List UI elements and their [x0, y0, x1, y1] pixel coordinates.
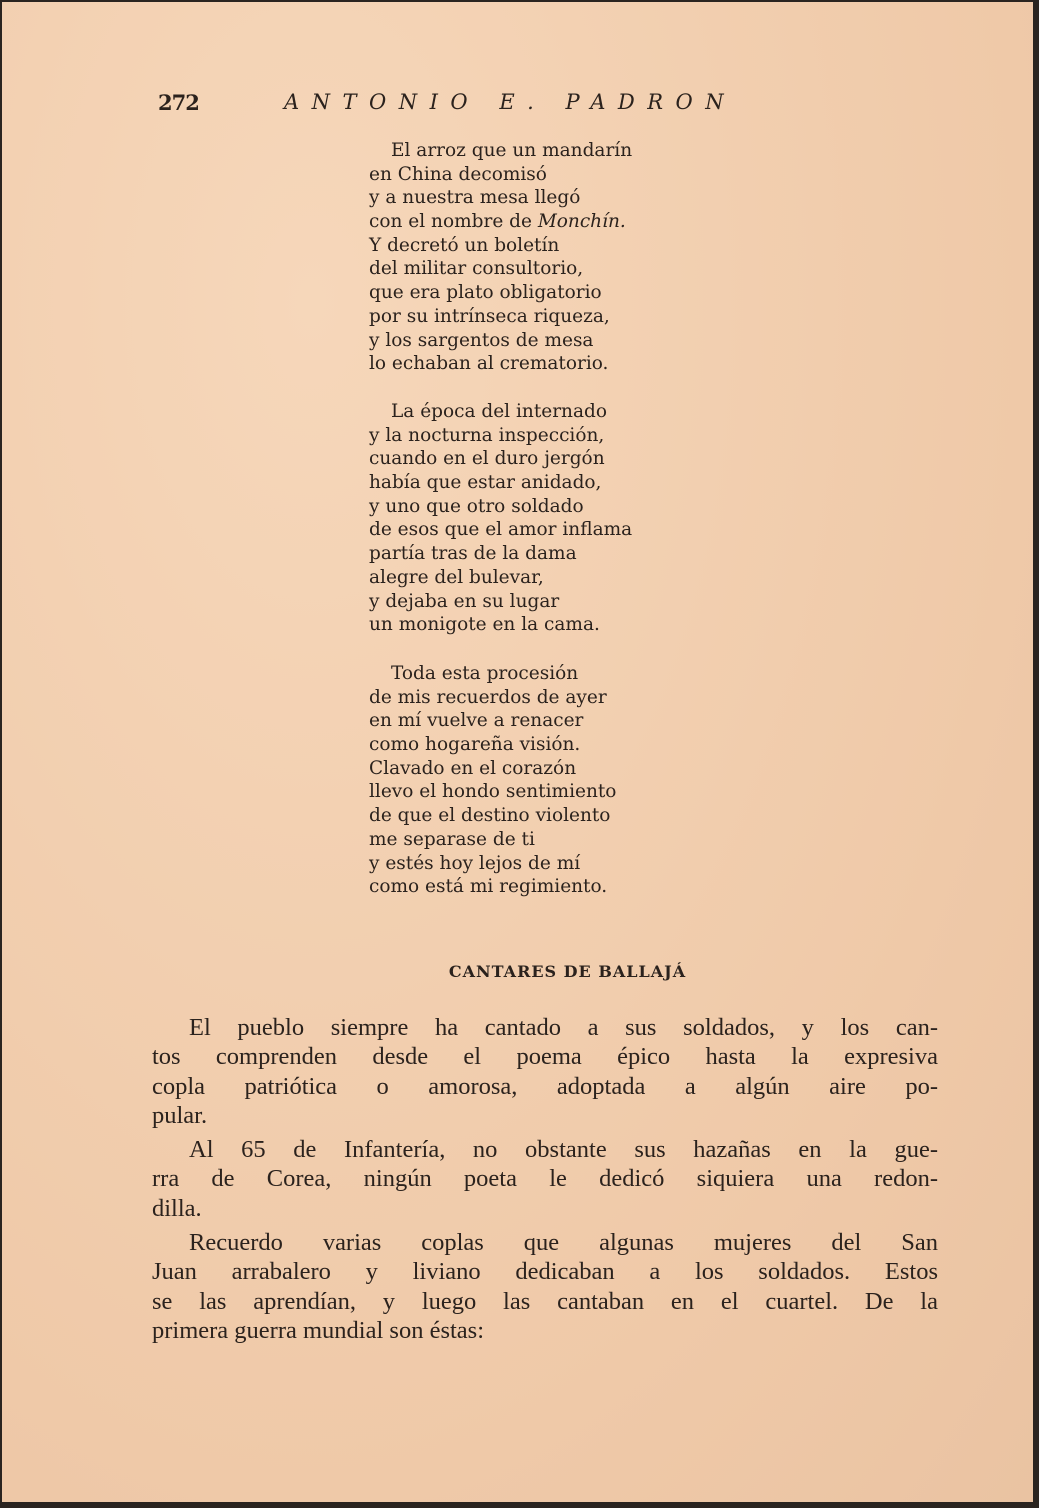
verse-line: El arroz que un mandarín — [391, 140, 633, 161]
section-title: CANTARES DE BALLAJÁ — [448, 962, 687, 981]
italic-word: Monchín. — [537, 211, 626, 233]
paragraph-2 — [152, 1135, 938, 1223]
verse-line: como está mi regimiento. — [369, 876, 608, 898]
paragraph-3 — [152, 1228, 938, 1345]
verse-line: de que el destino violento — [369, 805, 611, 827]
verse-line: lo echaban al crematorio. — [369, 353, 609, 375]
poem-stanza-3 — [369, 662, 729, 899]
verse-line: por su intrínseca riqueza, — [369, 305, 610, 327]
verse-line — [369, 210, 729, 234]
prose-line: Recuerdo varias coplas que algunas mujeres del San — [189, 1229, 938, 1257]
poem-stanza-1 — [369, 139, 729, 376]
verse-line: y estés hoy lejos de mí — [369, 852, 581, 874]
prose-line: rra de Corea, ningún poeta le dedicó siquiera una redon- — [152, 1165, 938, 1193]
prose-line: copla patriótica o amorosa, adoptada a algún aire po- — [152, 1072, 938, 1100]
verse-line: llevo el hondo sentimiento — [369, 781, 617, 803]
prose-body — [152, 1013, 938, 1345]
prose-line: pular. — [152, 1101, 208, 1129]
verse-line: cuando en el duro jergón — [369, 448, 605, 470]
verse-line: Y decretó un boletín — [369, 234, 560, 256]
verse-line: y dejaba en su lugar — [369, 590, 560, 612]
verse-line: La época del internado — [391, 401, 607, 422]
verse-line: un monigote en la cama. — [369, 614, 600, 636]
verse-text: con el nombre de — [369, 211, 538, 233]
page-header — [158, 90, 838, 120]
verse-line: y a nuestra mesa llegó — [369, 187, 581, 209]
verse-line: de mis recuerdos de ayer — [369, 686, 607, 708]
verse-line: alegre del bulevar, — [369, 566, 544, 588]
prose-line: dilla. — [152, 1194, 202, 1222]
verse-line: partía tras de la dama — [369, 543, 577, 565]
verse-line: había que estar anidado, — [369, 472, 602, 494]
running-head: ANTONIO E. PADRON — [284, 90, 737, 114]
verse-line: Clavado en el corazón — [369, 757, 577, 779]
verse-line: Toda esta procesión — [391, 663, 579, 684]
verse-line: de esos que el amor inflama — [369, 519, 633, 541]
verse-line: en mí vuelve a renacer — [369, 710, 584, 732]
book-page — [2, 2, 1033, 1502]
prose-line: tos comprenden desde el poema épico hasta la expresiva — [152, 1043, 938, 1071]
prose-line: El pueblo siempre ha cantado a sus soldados, y los can- — [189, 1014, 938, 1041]
prose-line: Al 65 de Infantería, no obstante sus hazañas en la gue- — [189, 1136, 938, 1164]
verse-line: como hogareña visión. — [369, 734, 581, 756]
verse-line: y los sargentos de mesa — [369, 329, 594, 351]
paragraph-1 — [152, 1013, 938, 1130]
prose-line: se las aprendían, y luego las cantaban en el cuartel. De la — [152, 1287, 938, 1315]
verse-line: me separase de ti — [369, 828, 535, 850]
prose-line: primera guerra mundial son éstas: — [152, 1316, 485, 1344]
verse-line: del militar consultorio, — [369, 258, 584, 280]
verse-line: que era plato obligatorio — [369, 282, 602, 304]
verse-line: en China decomisó — [369, 163, 547, 185]
verse-line: y la nocturna inspección, — [369, 424, 605, 446]
verse-line: y uno que otro soldado — [369, 495, 584, 517]
poem-stanza-2 — [369, 400, 729, 637]
prose-line: Juan arrabalero y liviano dedicaban a los soldados. Estos — [152, 1258, 938, 1286]
page-number: 272 — [158, 90, 199, 115]
